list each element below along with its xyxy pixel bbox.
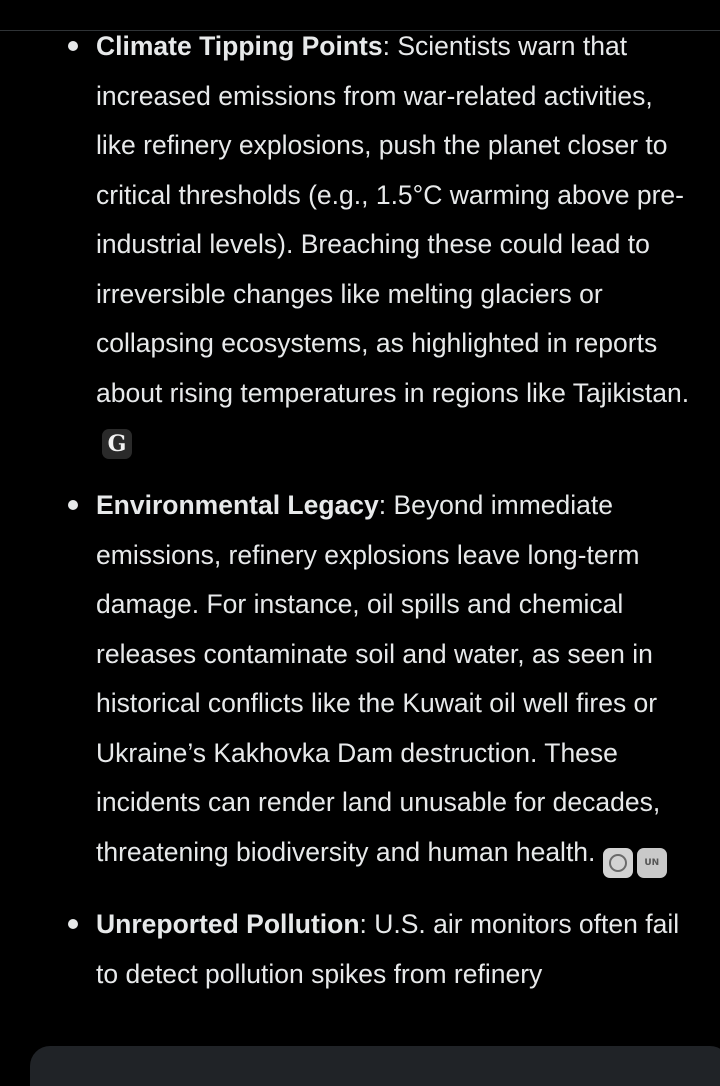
list-item: [0, 22, 720, 458]
bullet-text: : U.S. air monitors often fail to detect pollution spikes from refinery: [96, 909, 680, 989]
bullet-title: Environmental Legacy: [96, 490, 379, 520]
bottom-compose-bar[interactable]: [30, 1046, 720, 1086]
bullet-dot: [68, 500, 78, 510]
bullet-list: [0, 22, 720, 1022]
bullet-dot: [68, 919, 78, 929]
list-item: [0, 900, 720, 999]
bullet-title: Climate Tipping Points: [96, 31, 383, 61]
list-item: [0, 481, 720, 877]
source-icons: [603, 837, 671, 871]
guardian-logo-icon[interactable]: G: [102, 429, 132, 459]
un-logo-icon[interactable]: UN: [637, 848, 667, 878]
bullet-text: : Beyond immediate emissions, refinery explosions leave long-term damage. For instance, oil spills and chemical releases contaminate soil and water, as seen in historical conflicts like the Kuwait oil well fires or Ukraine’s Kakhovka Dam destruction. These incidents can render land unusable for decades, threatening biodiversity and human health.: [96, 490, 661, 867]
bullet-text: : Scientists warn that increased emissions from war-related activities, like refinery explosions, push the planet closer to critical thresholds (e.g., 1.5°C warming above pre-industrial levels). Breaching these could lead to irreversible changes like melting glaciers or collapsing ecosystems, as highlighted in reports about rising temperatures in regions like Tajikistan.: [96, 31, 690, 408]
bullet-title: Unreported Pollution: [96, 909, 360, 939]
seal-logo-icon[interactable]: [603, 848, 633, 878]
bullet-dot: [68, 41, 78, 51]
